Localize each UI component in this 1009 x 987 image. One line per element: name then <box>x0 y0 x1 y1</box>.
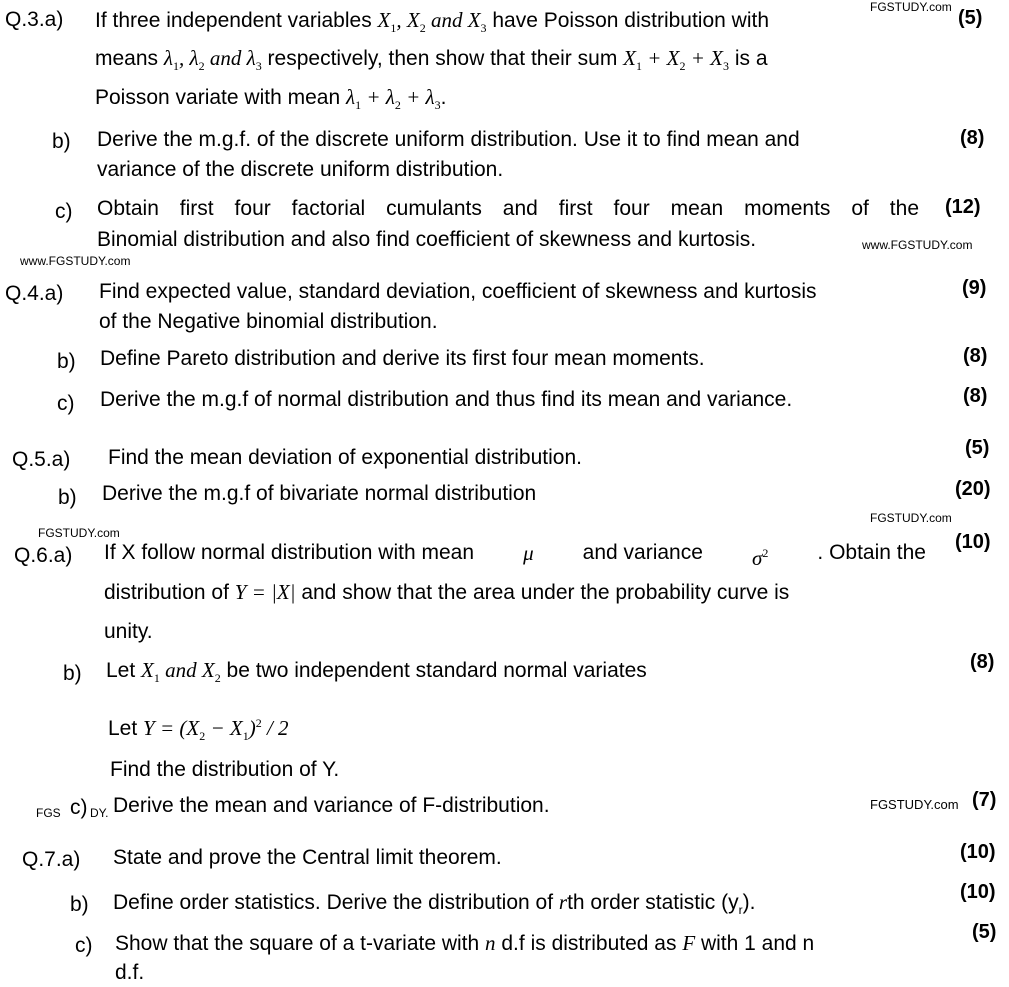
q3b-line2: variance of the discrete uniform distribution. <box>97 158 504 181</box>
q6b-line3: Find the distribution of Y. <box>110 758 340 781</box>
marks: (5) <box>958 7 983 29</box>
q6a-line3: unity. <box>104 620 153 643</box>
marks: (10) <box>960 881 996 903</box>
marks: (9) <box>962 277 987 299</box>
q3a-line1: If three independent variables $X_1$, $X_2$ and $X_3$ have Poisson distribution with <box>95 8 770 35</box>
q4b-line1: Define Pareto distribution and derive its first four mean moments. <box>100 347 705 370</box>
marks: (8) <box>960 127 985 149</box>
part-label: b) <box>57 350 76 373</box>
q6b-line1: Let $X_1$ and $X_2$ be two independent standard normal variates <box>106 658 647 685</box>
watermark: www.FGSTUDY.com <box>862 238 973 252</box>
part-label: c) <box>55 200 73 223</box>
q4c-line1: Derive the m.g.f of normal distribution and thus find its mean and variance. <box>100 388 793 411</box>
q3c-line2: Binomial distribution and also find coefficient of skewness and kurtosis. <box>97 228 757 251</box>
part-label: c) <box>75 934 93 957</box>
marks: (5) <box>965 437 990 459</box>
watermark: FGSTUDY.com <box>870 511 952 525</box>
part-label: b) <box>63 662 82 685</box>
watermark: FGS <box>36 806 61 820</box>
part-label: b) <box>52 130 71 153</box>
question-label: Q.5.a) <box>12 448 71 471</box>
part-label: b) <box>70 893 89 916</box>
q7c-line1: Show that the square of a t-variate with n d.f is distributed as F with 1 and n <box>115 931 815 955</box>
watermark: FGSTUDY.com <box>870 797 959 812</box>
q4a-line2: of the Negative binomial distribution. <box>99 310 438 333</box>
q3c-line1: Obtain first four factorial cumulants and first four mean moments of the <box>97 197 919 220</box>
q6a-line1: If X follow normal distribution with mean μ and variance $\sigma^2$ . Obtain the <box>104 541 926 570</box>
marks: (10) <box>960 841 996 863</box>
part-label: c) <box>70 796 88 819</box>
q3a-line2: means $\lambda_1$, $\lambda_2$ and $\lambda_3$ respectively, then show that their sum $X_1 + X_2 + X_3$ is a <box>95 46 768 73</box>
q5a-line1: Find the mean deviation of exponential distribution. <box>108 446 582 469</box>
watermark: DY. <box>90 806 109 820</box>
question-label: Q.6.a) <box>14 544 73 567</box>
marks: (8) <box>963 345 988 367</box>
q7c-line2: d.f. <box>115 961 145 984</box>
marks: (8) <box>970 651 995 673</box>
watermark: FGSTUDY.com <box>870 0 952 14</box>
question-label: Q.3.a) <box>5 8 64 31</box>
q3a-line3: Poisson variate with mean $\lambda_1 + \lambda_2 + \lambda_3$. <box>95 85 447 112</box>
marks: (20) <box>955 478 991 500</box>
q3b-line1: Derive the m.g.f. of the discrete uniform distribution. Use it to find mean and <box>97 128 800 151</box>
watermark: FGSTUDY.com <box>38 526 120 540</box>
q4a-line1: Find expected value, standard deviation, coefficient of skewness and kurtosis <box>99 280 817 303</box>
question-label: Q.7.a) <box>22 848 81 871</box>
marks: (10) <box>955 531 991 553</box>
q7b-line1: Define order statistics. Derive the distribution of rth order statistic $(y_r)$. <box>113 890 756 917</box>
marks: (7) <box>972 789 997 811</box>
part-label: c) <box>57 392 75 415</box>
marks: (8) <box>963 385 988 407</box>
q7a-line1: State and prove the Central limit theorem. <box>113 846 502 869</box>
marks: (12) <box>945 196 981 218</box>
q5b-line1: Derive the m.g.f of bivariate normal distribution <box>102 482 537 505</box>
watermark: www.FGSTUDY.com <box>20 254 131 268</box>
part-label: b) <box>58 486 77 509</box>
marks: (5) <box>972 921 997 943</box>
q6a-line2: distribution of Y = |X| and show that the area under the probability curve is <box>104 580 790 604</box>
q6b-line2: Let $Y = (X_2 - X_1)^2 / 2$ <box>108 716 289 743</box>
question-label: Q.4.a) <box>5 282 64 305</box>
q6c-line1: Derive the mean and variance of F-distribution. <box>113 794 550 817</box>
